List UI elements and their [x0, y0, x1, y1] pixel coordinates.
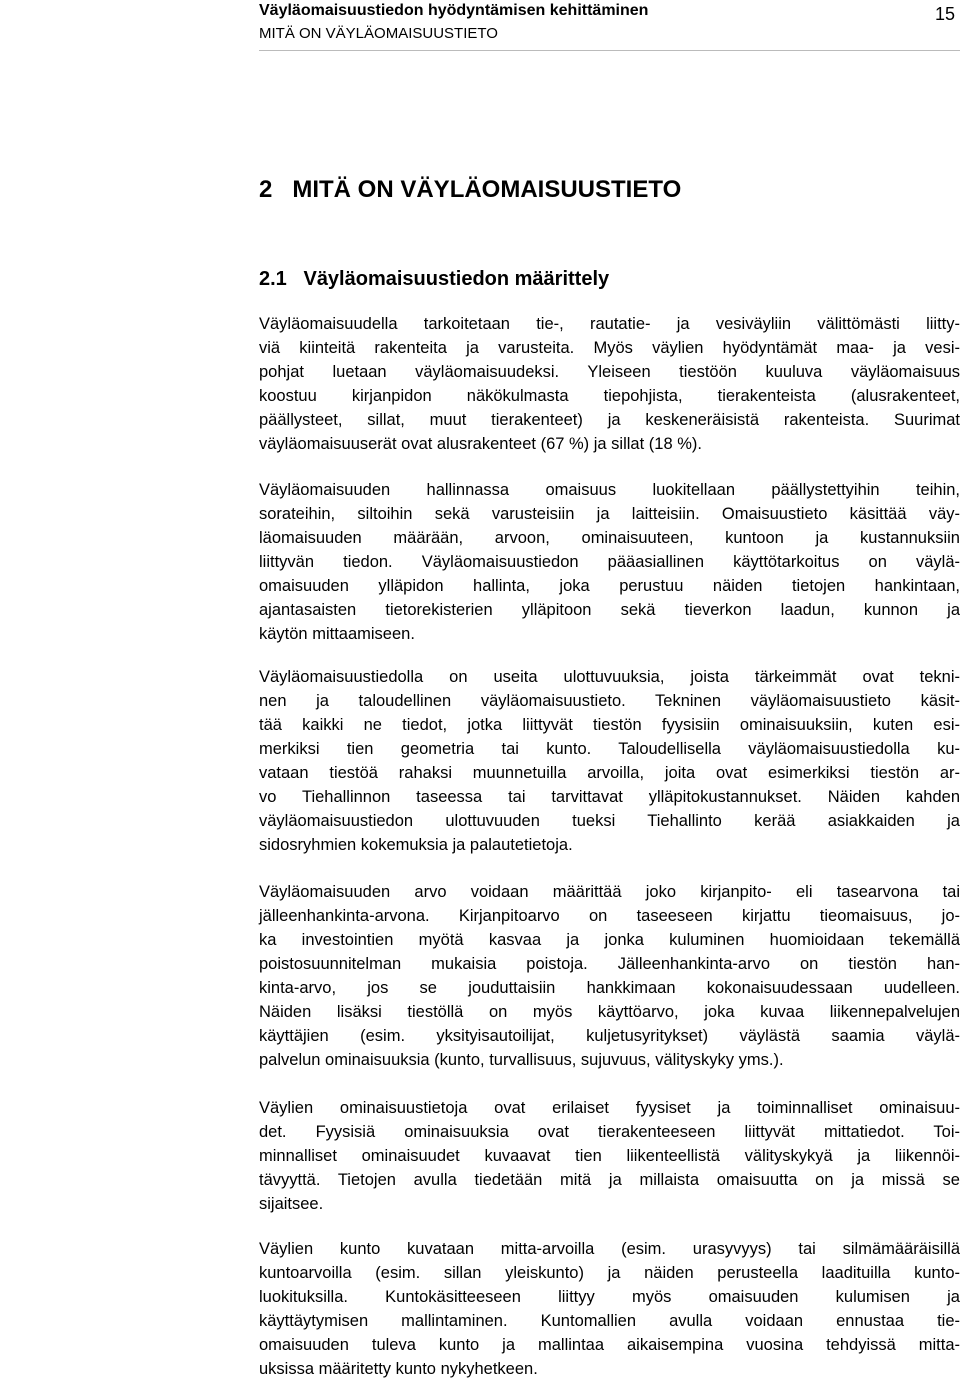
- text-line: merkiksi tien geometria tai kunto. Taloudellisella väyläomaisuustiedolla ku-: [259, 740, 960, 758]
- page-number: 15: [934, 4, 955, 24]
- text-line: pohjat luetaan väyläomaisuudeksi. Yleiseen tiestöön kuuluva väyläomaisuus: [259, 363, 960, 381]
- text-line: koostuu kirjanpidon näkökulmasta tiepohjista, tierakenteista (alusrakenteet,: [259, 387, 960, 405]
- text-line: omaisuuden tuleva kunto ja mallintaa aikaisempina vuosina tehdyissä mitta-: [259, 1336, 960, 1354]
- paragraph-2: [259, 478, 960, 646]
- header-divider: [259, 50, 960, 51]
- text-line: ka investointien myötä kasvaa ja jonka kuluminen huomioidaan tekemällä: [259, 931, 960, 949]
- text-line: poistosuunnitelman mukaisia poistoja. Jälleenhankinta-arvo on tiestön han-: [259, 955, 960, 973]
- text-line: Väyläomaisuustiedolla on useita ulottuvuuksia, joista tärkeimmät ovat tekni-: [259, 668, 960, 686]
- text-line: Väyläomaisuuden hallinnassa omaisuus luokitellaan päällystettyihin teihin,: [259, 481, 960, 499]
- text-line: omaisuuden ylläpidon hallinta, joka perustuu näiden tietojen hankintaan,: [259, 577, 960, 595]
- text-line: kinta-arvo, jos se jouduttaisiin hankkimaan kokonaisuudessaan uudelleen.: [259, 979, 960, 997]
- text-line: läomaisuuden määrään, arvoon, ominaisuuteen, kuntoon ja kustannuksiin: [259, 529, 960, 547]
- text-line: sijaitsee.: [259, 1195, 324, 1213]
- text-line: ajantasaisten tietorekisterien ylläpitoon sekä tieverkon laadun, kunnon ja: [259, 601, 960, 619]
- paragraph-5: [259, 1096, 960, 1216]
- text-line: Väyläomaisuudella tarkoitetaan tie-, rautatie- ja vesiväyliin välittömästi liitty-: [259, 315, 960, 333]
- text-line: Väyläomaisuuden arvo voidaan määrittää joko kirjanpito- eli tasearvona tai: [259, 883, 960, 901]
- text-line: kuntoarvoilla (esim. sillan yleiskunto) ja näiden perusteella laadituilla kunto-: [259, 1264, 960, 1282]
- paragraph-1: [259, 312, 960, 456]
- text-line: vataan tiestöä rahaksi muunnetuilla arvoilla, joita ovat esimerkiksi tiestön ar-: [259, 764, 960, 782]
- text-line: nen ja taloudellinen väyläomaisuustieto. Tekninen väyläomaisuustieto käsit-: [259, 692, 960, 710]
- text-line: tävyyttä. Tietojen avulla tiedetään mitä ja millaista omaisuutta on ja missä se: [259, 1171, 960, 1189]
- running-section: MITÄ ON VÄYLÄOMAISUUSTIETO: [259, 25, 498, 42]
- text-line: sorateihin, siltoihin sekä varusteisiin ja laitteisiin. Omaisuustieto käsittää väy-: [259, 505, 960, 523]
- text-line: käyttäytymisen mallintaminen. Kuntomallien avulla voidaan ennustaa tie-: [259, 1312, 960, 1330]
- section-heading: 2.1 Väyläomaisuustiedon määrittely: [259, 268, 610, 290]
- text-line: tää kaikki ne tiedot, jotka liittyvät tiestön fyysisiin ominaisuuksiin, kuten esi-: [259, 716, 960, 734]
- paragraph-6: [259, 1237, 960, 1381]
- text-line: jälleenhankinta-arvona. Kirjanpitoarvo on taseeseen kirjattu tieomaisuus, jo-: [259, 907, 960, 925]
- text-line: päällysteet, sillat, muut tierakenteet) ja keskeneräisistä rakenteista. Suurimat: [259, 411, 960, 429]
- running-title: Väyläomaisuustiedon hyödyntämisen kehittäminen: [259, 2, 649, 19]
- text-line: käytön mittaamiseen.: [259, 625, 415, 643]
- text-line: uksissa määritetty kunto nykyhetkeen.: [259, 1360, 538, 1378]
- text-line: palvelun ominaisuuksia (kunto, turvallisuus, sujuvuus, välityskyky yms.).: [259, 1051, 784, 1069]
- text-line: luokituksilla. Kuntokäsitteeseen liittyy myös omaisuuden kulumisen ja: [259, 1288, 960, 1306]
- text-line: väyläomaisuuserät ovat alusrakenteet (67 %) ja sillat (18 %).: [259, 435, 702, 453]
- text-line: det. Fyysisiä ominaisuuksia ovat tierakenteeseen liittyvät mittatiedot. Toi-: [259, 1123, 960, 1141]
- text-line: käyttäjien (esim. yksityisautoilijat, kuljetusyritykset) väylästä saamia väylä-: [259, 1027, 960, 1045]
- text-line: väyläomaisuustiedon ulottuvuuden tueksi Tiehallinto kerää asiakkaiden ja: [259, 812, 960, 830]
- text-line: sidosryhmien kokemuksia ja palautetietoja.: [259, 836, 573, 854]
- text-line: Näiden lisäksi tiestöllä on myös käyttöarvo, joka kuvaa liikennepalvelujen: [259, 1003, 960, 1021]
- text-line: Väylien ominaisuustietoja ovat erilaiset fyysiset ja toiminnalliset ominaisuu-: [259, 1099, 960, 1117]
- text-line: Väylien kunto kuvataan mitta-arvoilla (esim. urasyvyys) tai silmämääräisillä: [259, 1240, 960, 1258]
- text-line: viä kiinteitä rakenteita ja varusteita. Myös väylien hyödyntämät maa- ja vesi-: [259, 339, 960, 357]
- text-line: minnalliset ominaisuudet kuvaavat tien liikenteellistä välityskykyä ja liikennöi-: [259, 1147, 960, 1165]
- text-line: vo Tiehallinnon taseessa tai tarvittavat ylläpitokustannukset. Näiden kahden: [259, 788, 960, 806]
- chapter-heading: 2 MITÄ ON VÄYLÄOMAISUUSTIETO: [259, 176, 682, 203]
- paragraph-4: [259, 880, 960, 1072]
- text-line: liittyvän tiedon. Väyläomaisuustiedon pääasiallinen käyttötarkoitus on väylä-: [259, 553, 960, 571]
- paragraph-3: [259, 665, 960, 857]
